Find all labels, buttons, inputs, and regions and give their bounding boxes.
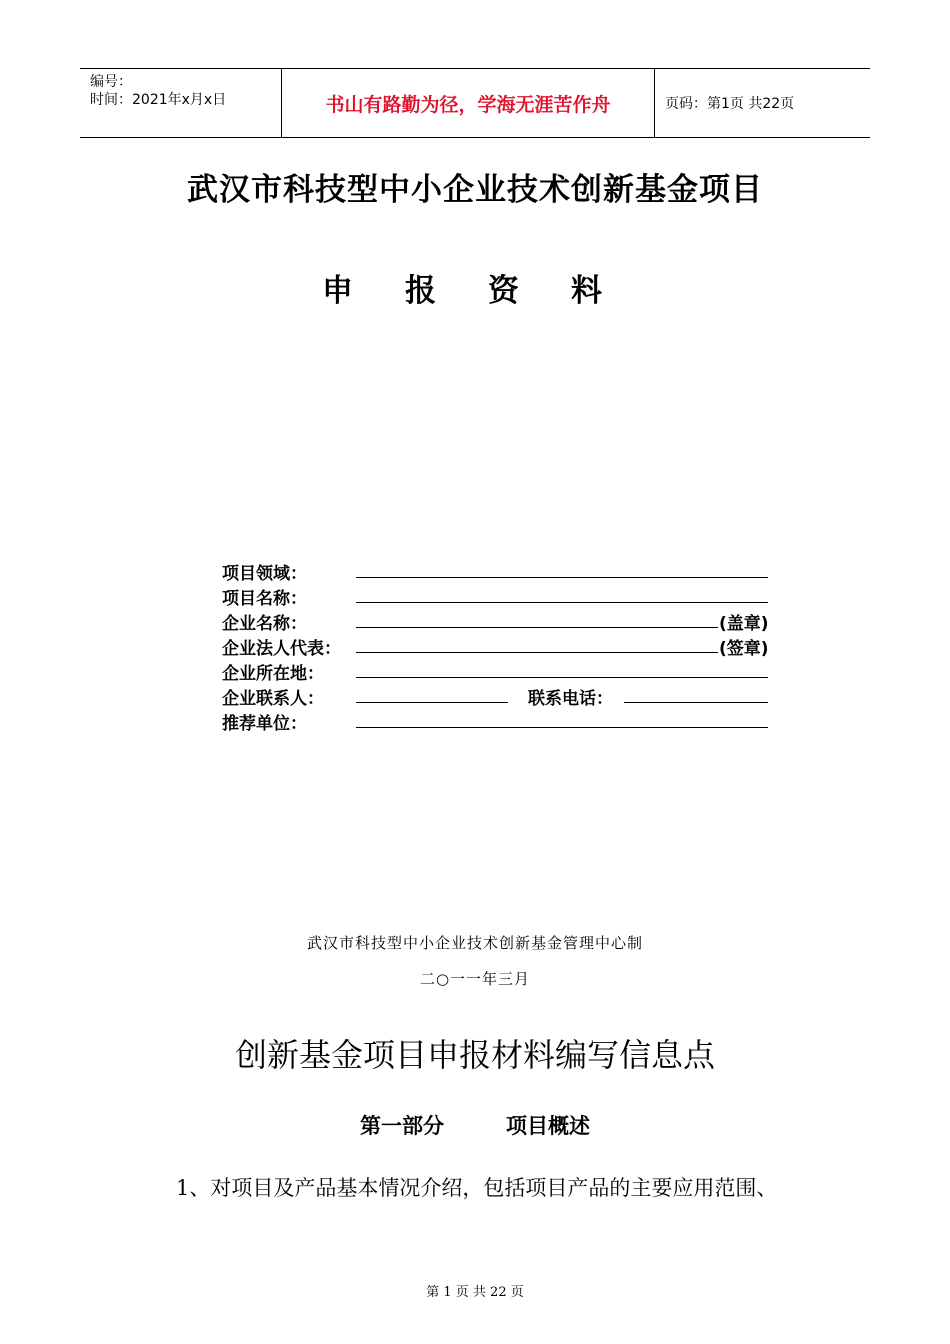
legal-rep-line[interactable] bbox=[356, 652, 718, 653]
project-name-label: 项目名称： bbox=[222, 589, 307, 609]
form-row-company-name bbox=[222, 608, 782, 633]
document-title: 武汉市科技型中小企业技术创新基金项目 bbox=[187, 172, 763, 208]
number-label: 编号： bbox=[90, 74, 132, 90]
part-label: 第一部分 bbox=[360, 1114, 444, 1138]
legal-rep-label: 企业法人代表： bbox=[222, 639, 341, 659]
location-label: 企业所在地： bbox=[222, 664, 324, 684]
part-name: 项目概述 bbox=[506, 1114, 590, 1138]
field-area-label: 项目领域： bbox=[222, 564, 307, 584]
form-row-legal-rep bbox=[222, 633, 782, 658]
project-name-line[interactable] bbox=[356, 602, 768, 603]
contact-label: 企业联系人： bbox=[222, 689, 324, 709]
seal-label: (盖章) bbox=[719, 614, 769, 634]
company-name-line[interactable] bbox=[356, 627, 718, 628]
section-title: 创新基金项目申报材料编写信息点 bbox=[234, 1036, 715, 1074]
issuer: 武汉市科技型中小企业技术创新基金管理中心制 bbox=[306, 934, 643, 952]
contact-line[interactable] bbox=[356, 702, 508, 703]
location-line[interactable] bbox=[356, 677, 768, 678]
page-header bbox=[80, 68, 870, 138]
sign-label: (签章) bbox=[719, 639, 769, 659]
paragraph-1: 1、对项目及产品基本情况介绍，包括项目产品的主要应用范围、 bbox=[176, 1176, 778, 1200]
phone-label: 联系电话： bbox=[528, 689, 613, 709]
header-motto: 书山有路勤为径，学海无涯苦作舟 bbox=[281, 69, 655, 137]
field-area-line[interactable] bbox=[356, 577, 768, 578]
form-row-field-area bbox=[222, 558, 782, 583]
phone-line[interactable] bbox=[624, 702, 768, 703]
company-name-label: 企业名称： bbox=[222, 614, 307, 634]
application-form bbox=[222, 558, 782, 733]
recommender-label: 推荐单位： bbox=[222, 714, 307, 734]
part-heading bbox=[0, 1110, 950, 1140]
time-label: 时间：2021年x月x日 bbox=[90, 92, 227, 108]
issue-date: 二○一一年三月 bbox=[419, 970, 531, 988]
page-footer: 第 1 页 共 22 页 bbox=[426, 1285, 524, 1300]
form-row-project-name bbox=[222, 583, 782, 608]
document-subtitle: 申报资料 bbox=[322, 273, 654, 309]
form-row-recommender bbox=[222, 708, 782, 733]
form-row-location bbox=[222, 658, 782, 683]
header-page-info: 页码：第1页 共22页 bbox=[665, 96, 795, 112]
recommender-line[interactable] bbox=[356, 727, 768, 728]
header-left-cell bbox=[80, 69, 281, 137]
form-row-contact bbox=[222, 683, 782, 708]
